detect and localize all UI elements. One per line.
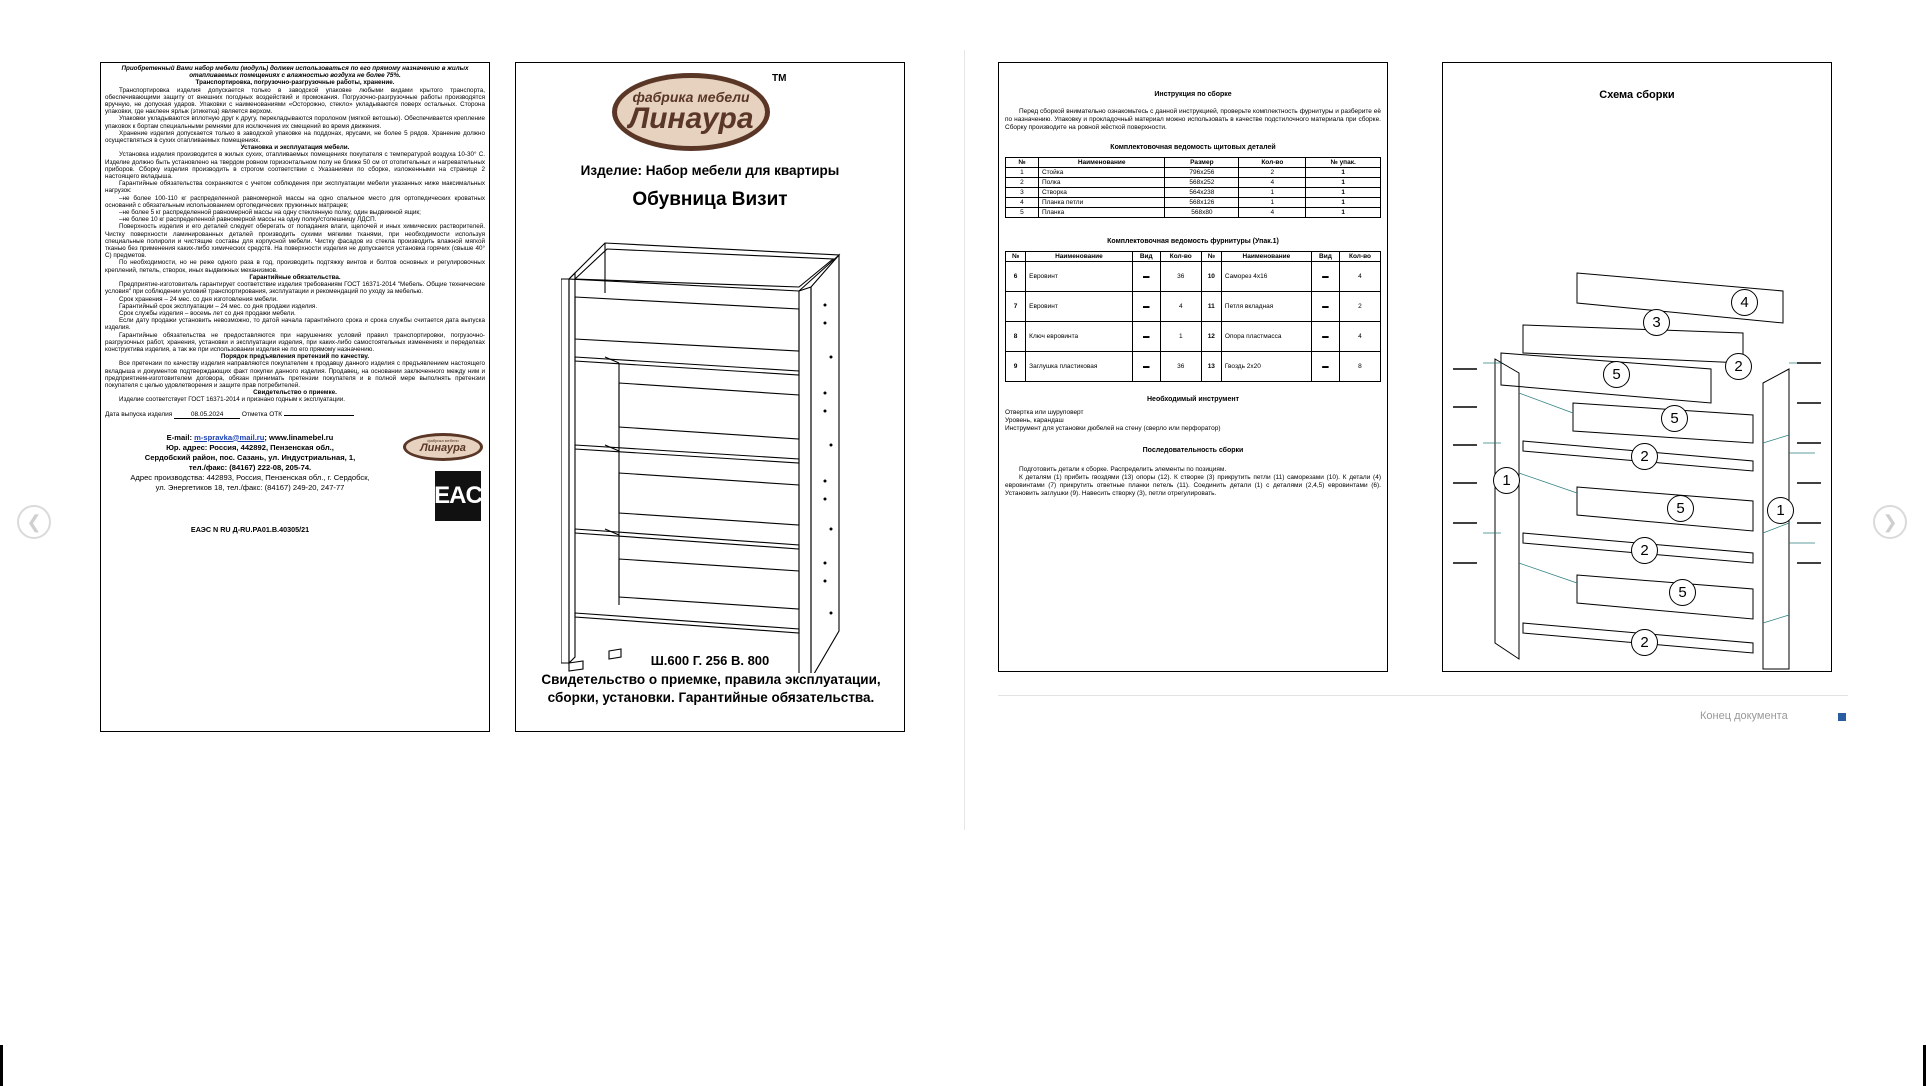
table-cell: Гвоздь 2x20 — [1221, 352, 1311, 382]
table-row — [1006, 208, 1381, 218]
callout-2c: 2 — [1631, 537, 1658, 564]
fittings-header-row — [1006, 252, 1381, 262]
fittings-title: Комплектовочная ведомость фурнитуры (Упак.1) — [1107, 238, 1279, 245]
table-cell: 9 — [1006, 352, 1026, 382]
certificate: ЕАЭС N RU Д-RU.PA01.B.40305/21 — [190, 524, 310, 534]
section-paragraph: Все претензии по качеству изделия направляются покупателем к продавцу данного изделия с предъявлением настоящего вкладыша и документов подтверждающих факт покупки данного изделия. Продавец, на основании заключенного между ним и предприятием-изготовителем договора, обязан принимать претензии покупателя и в полной мере выполнять претензии покупателя с целью удовлетворения и защите прав потребителей. — [105, 360, 485, 389]
table-header-cell: Кол-во — [1160, 252, 1201, 262]
panels-body — [1006, 168, 1381, 218]
table-cell: 1 — [1306, 198, 1381, 208]
table-cell: Евровинт — [1026, 262, 1133, 292]
section-paragraph: Установка изделия производится в жилых сухих, отапливаемых помещениях покупателя с температурой воздуха 10-30° С. Изделие должно быть установлено на твердом ровном горизонтальном полу не ближе 50 см от отопительных и нагревательных приборов. Сборку изделия производить в строгом соответствии с Указаниями по сборке, изложенными на странице 2 настоящего вкладыша. — [105, 151, 485, 181]
document-page-2 — [515, 62, 905, 732]
table-cell: Планка — [1038, 208, 1164, 218]
panels-header-row — [1006, 158, 1381, 168]
tools-list — [1005, 409, 1381, 433]
fitting-image: ▬ — [1311, 262, 1339, 292]
table-cell: 3 — [1006, 188, 1039, 198]
end-label: Конец документа — [1700, 710, 1788, 722]
dimensions: Ш.600 Г. 256 В. 800 — [650, 653, 770, 668]
table-cell: 13 — [1201, 352, 1221, 382]
table-header-cell: Размер — [1165, 158, 1239, 168]
production-line: ул. Энергетиков 18, тел./факс: (84167) 249-20, 247-77 — [155, 482, 345, 492]
table-cell: Заглушка пластиковая — [1026, 352, 1133, 382]
assembly-scheme — [1443, 63, 1831, 671]
callout-2d: 2 — [1631, 629, 1658, 656]
section-paragraph: По необходимости, но не реже одного раза в год, производить подтяжку винтов и болтов основных и регулировочных креплений, петель, створок, иных выдвижных механизмов. — [105, 259, 485, 274]
document-page-3 — [998, 62, 1388, 672]
end-marker-icon — [1838, 713, 1846, 721]
left-edge — [0, 1045, 3, 1086]
prev-page-button[interactable] — [17, 505, 51, 539]
table-cell: 1 — [1306, 208, 1381, 218]
contacts-block — [105, 433, 485, 525]
table-cell: 8 — [1006, 322, 1026, 352]
section-paragraph: Срок хранения – 24 мес. со дня изготовления мебели. — [119, 295, 278, 303]
section-paragraph: Гарантийные обязательства не предоставляются при нарушениях условий правил транспортировки, погрузочно-разгрузочных работ, хранения, установки и эксплуатации изделия, при каких-либо самостоятельных изменениях и переделках конструктива изделия, а так же при использовании изделия не по его прямому назначению. — [105, 331, 485, 353]
table-cell: 4 — [1339, 322, 1380, 352]
fitting-image: ▬ — [1132, 322, 1160, 352]
table-row — [1006, 322, 1381, 352]
table-header-cell: № упак. — [1306, 158, 1381, 168]
table-cell: Планка петли — [1038, 198, 1164, 208]
chevron-right-icon: ❯ — [1882, 511, 1898, 532]
table-cell: 11 — [1201, 292, 1221, 322]
table-cell: 5 — [1006, 208, 1039, 218]
table-cell: 1 — [1306, 188, 1381, 198]
table-row — [1006, 352, 1381, 382]
callout-1b: 1 — [1767, 497, 1794, 524]
page1-intro: Приобретенный Вами набор мебели (модуль) должен использоваться по его прямому назначению в жилых отапливаемых помещениях с влажностью воздуха не более 75%. — [121, 65, 469, 80]
trademark: ТМ — [772, 73, 787, 84]
table-cell: 1 — [1306, 178, 1381, 188]
tool-item: Уровень, карандаш — [1005, 417, 1064, 424]
next-page-button[interactable] — [1873, 505, 1907, 539]
table-cell: 4 — [1006, 198, 1039, 208]
sequence-step: К деталям (1) прибить гвоздями (13) опоры (12). К створке (3) прикрутить петли (11) саморезами (10). К детали (4) евровинтами (7) прикрутить ответные планки петель (11). Соединить детали (1) с деталями (2,4,5) евровинтами (6). Установить заглушки (9). Навесить створку (3), петли отрегулировать. — [1005, 474, 1381, 497]
table-row — [1006, 198, 1381, 208]
section-paragraph: Предприятие-изготовитель гарантирует соответствие изделия требованиям ГОСТ 16371-2014 "Мебель. Общие технические условия" при соблюдении условий транспортирования, эксплуатации и рекомендаций по уходу за мебелью. — [105, 281, 485, 296]
table-cell: Створка — [1038, 188, 1164, 198]
site-text: ; www.linamebel.ru — [264, 432, 334, 442]
table-cell: 10 — [1201, 262, 1221, 292]
date-label: Дата выпуска изделия — [105, 410, 173, 418]
section-paragraph: Если дату продажи установить невозможно, то датой начала гарантийного срока и срока службы считается дата выпуска изделия. — [105, 317, 485, 332]
table-cell: 36 — [1160, 352, 1201, 382]
eac-mark: EAC — [435, 471, 481, 521]
end-divider — [998, 695, 1848, 696]
table-cell: Евровинт — [1026, 292, 1133, 322]
logo-large — [612, 73, 787, 155]
production-address — [105, 473, 395, 493]
table-cell: 4 — [1239, 208, 1306, 218]
callout-5c: 5 — [1667, 495, 1694, 522]
section-paragraph: Гарантийные обязательства сохраняются с учетом соблюдения при эксплуатации мебели указанных ниже максимальных нагрузок: — [105, 180, 485, 195]
section-paragraph: –не более 10 кг распределенной равномерной массы на одну полку/столешницу ЛДСП. — [119, 216, 377, 224]
section-heading: Свидетельство о приемке. — [253, 389, 337, 397]
section-paragraph: Срок службы изделия – восемь лет со дня продажи мебели. — [119, 309, 296, 317]
fitting-image: ▬ — [1311, 352, 1339, 382]
sequence-text — [1005, 466, 1381, 498]
section-paragraph: Транспортировка изделия допускается только в заводской упаковке любыми видами крытого транспорта, обеспечивающими защиту от внешних погодных воздействий и промокания. Погрузочно-разгрузочные работы производятся вручную, не допуская ударов. Упаковки с наименованиями «Осторожно, стекло» укладываются поверх остальных. Сторона упаковки, где наклеен ярлык (этикетка) является верхом. — [105, 86, 485, 116]
section-paragraph: Упаковки укладываются вплотную друг к другу, перекладываются поролоном (мягкой ветошью). Обеспечивается крепление упаковок к бортам специальными ремнями для исключения их смещений во время движения. — [105, 115, 485, 130]
section-heading: Транспортировка, погрузочно-разгрузочные работы, хранение. — [195, 79, 395, 87]
product-title: Обувница Визит — [632, 189, 788, 210]
callout-4: 4 — [1731, 289, 1758, 316]
table-cell: 4 — [1339, 262, 1380, 292]
table-cell: 1 — [1306, 168, 1381, 178]
address-line: Юр. адрес: Россия, 442892, Пензенская обл., — [166, 442, 334, 452]
document-page-1 — [100, 62, 490, 732]
callout-5b: 5 — [1661, 405, 1688, 432]
email-line: E-mail: m-spravka@mail.ru; www.linamebel.ru — [166, 432, 334, 442]
sequence-step: Подготовить детали к сборке. Распределить элементы по позициям. — [1019, 466, 1227, 473]
table-row — [1006, 178, 1381, 188]
table-cell: 36 — [1160, 262, 1201, 292]
section-heading: Порядок предъявления претензий по качеству. — [220, 353, 370, 361]
otk-line — [284, 415, 354, 416]
table-cell: 1 — [1239, 198, 1306, 208]
table-cell: 564x238 — [1165, 188, 1239, 198]
page3-title: Инструкция по сборке — [1154, 91, 1232, 98]
callout-1: 1 — [1493, 467, 1520, 494]
table-header-cell: Наименование — [1221, 252, 1311, 262]
production-line: Адрес производства: 442893, Россия, Пензенская обл., г. Сердобск, — [130, 472, 370, 482]
table-row — [1006, 262, 1381, 292]
section-paragraph: Хранение изделия допускается только в заводской упаковке на поддонах, ярусами, не более 5 рядов. Хранение должно осуществляться в сухих отапливаемых помещениях. — [105, 129, 485, 145]
table-header-cell: Кол-во — [1239, 158, 1306, 168]
date-value: 08.05.2024 — [174, 411, 240, 419]
table-cell: 12 — [1201, 322, 1221, 352]
table-cell: 6 — [1006, 262, 1026, 292]
table-header-cell: № — [1006, 252, 1026, 262]
logo-subtitle: фабрика мебели — [632, 89, 750, 105]
table-header-cell: Вид — [1132, 252, 1160, 262]
page3-content — [999, 63, 1387, 498]
table-cell: 8 — [1339, 352, 1380, 382]
fittings-body — [1006, 262, 1381, 382]
table-cell: 2 — [1339, 292, 1380, 322]
table-header-cell: № — [1006, 158, 1039, 168]
table-cell: Опора пластмасса — [1221, 322, 1311, 352]
callout-5: 5 — [1603, 361, 1630, 388]
table-cell: 796x256 — [1165, 168, 1239, 178]
table-cell: 2 — [1239, 168, 1306, 178]
callout-3: 3 — [1643, 309, 1670, 336]
legal-address — [105, 443, 395, 473]
table-cell: 2 — [1006, 178, 1039, 188]
address-line: Сердобский район, пос. Сазань, ул. Индустриальная, 1, — [144, 452, 356, 462]
section-heading: Гарантийные обязательства. — [249, 273, 341, 281]
fitting-image: ▬ — [1132, 352, 1160, 382]
page3-intro: Перед сборкой внимательно ознакомьтесь с данной инструкцией, проверьте комплектность фурнитуры и разберите её по назначению. Упаковку и прокладочный материал можно использовать в качестве подстилочного материала при сборке. Сборку производите на ровной жёсткой поверхности. — [1005, 108, 1381, 131]
callout-2: 2 — [1725, 353, 1752, 380]
table-header-cell: Вид — [1311, 252, 1339, 262]
tools-title: Необходимый инструмент — [1147, 396, 1239, 403]
table-cell: 7 — [1006, 292, 1026, 322]
logo-title: Линаура — [628, 102, 754, 135]
table-cell: Ключ евровинта — [1026, 322, 1133, 352]
table-header-cell: № — [1201, 252, 1221, 262]
table-row — [1006, 292, 1381, 322]
table-header-cell: Наименование — [1026, 252, 1133, 262]
scheme-title: Схема сборки — [1599, 89, 1675, 101]
table-cell: Стойка — [1038, 168, 1164, 178]
table-cell: Полка — [1038, 178, 1164, 188]
page-divider — [964, 50, 965, 830]
email-link[interactable]: m-spravka@mail.ru — [194, 432, 265, 442]
table-cell: 1 — [1160, 322, 1201, 352]
page2-footer: Свидетельство о приемке, правила эксплуатации, сборки, установки. Гарантийные обязательства. — [541, 672, 881, 705]
tool-item: Инструмент для установки дюбелей на стену (сверло или перфоратор) — [1005, 425, 1221, 432]
otk-label: Отметка ОТК — [241, 410, 283, 418]
chevron-left-icon: ❮ — [26, 511, 42, 532]
table-cell: 4 — [1160, 292, 1201, 322]
table-row — [1006, 168, 1381, 178]
fitting-image: ▬ — [1311, 292, 1339, 322]
callout-5d: 5 — [1669, 579, 1696, 606]
panels-table — [1005, 157, 1381, 218]
section-paragraph: Гарантийный срок эксплуатации – 24 мес. со дня продажи изделия. — [119, 302, 318, 310]
section-paragraph: Изделие соответствует ГОСТ 16371-2014 и признано годным к эксплуатации. — [119, 396, 346, 404]
table-cell: 568x252 — [1165, 178, 1239, 188]
table-cell: Петля вкладная — [1221, 292, 1311, 322]
fitting-image: ▬ — [1311, 322, 1339, 352]
date-row — [105, 411, 485, 419]
table-cell: Саморез 4x16 — [1221, 262, 1311, 292]
table-header-cell: Кол-во — [1339, 252, 1380, 262]
table-header-cell: Наименование — [1038, 158, 1164, 168]
section-paragraph: Поверхность изделия и его деталей следует оберегать от попадания влаги, щелочей и иных химических растворителей. Чистку поверхности ламинированных деталей производить сухими мягкими тканями, при необходимости используя специальные полироли и чистящие составы для корпусной мебели. Чистку фасадов из стекла производить влажной мягкой тканью без применения каких-либо химических средств. На поверхности изделия не допускается установка горячих (свыше 40° С) предметов. — [105, 223, 485, 260]
table-cell: 568x80 — [1165, 208, 1239, 218]
section-paragraph: –не более 5 кг распределенной равномерной массы на одну стеклянную полку, один выдвижной ящик; — [119, 209, 421, 217]
product-drawing — [561, 233, 861, 673]
table-row — [1006, 188, 1381, 198]
table-cell: 568x126 — [1165, 198, 1239, 208]
table-cell: 1 — [1239, 188, 1306, 198]
fitting-image: ▬ — [1132, 262, 1160, 292]
product-line: Изделие: Набор мебели для квартиры — [580, 163, 840, 178]
fittings-table — [1005, 251, 1381, 382]
section-heading: Установка и эксплуатация мебели. — [240, 144, 350, 152]
panels-title: Комплектовочная ведомость щитовых деталей — [1110, 144, 1276, 151]
sequence-title: Последовательность сборки — [1142, 447, 1244, 454]
address-line: тел./факс: (84167) 222-08, 205-74. — [188, 462, 312, 472]
callout-2b: 2 — [1631, 443, 1658, 470]
document-page-4 — [1442, 62, 1832, 672]
fitting-image: ▬ — [1132, 292, 1160, 322]
tool-item: Отвертка или шуруповерт — [1005, 409, 1084, 416]
section-paragraph: –не более 100-110 кг распределенной равномерной массы на одно спальное место для ортопедических кроватных оснований с обязательным использованием ортопедических пружинных матрацев; — [105, 194, 485, 209]
table-cell: 4 — [1239, 178, 1306, 188]
logo-small: фабрика мебели Линаура — [403, 433, 487, 463]
contacts-text — [105, 433, 395, 493]
page1-sections — [105, 79, 485, 403]
table-cell: 1 — [1006, 168, 1039, 178]
page1-text — [105, 65, 485, 404]
